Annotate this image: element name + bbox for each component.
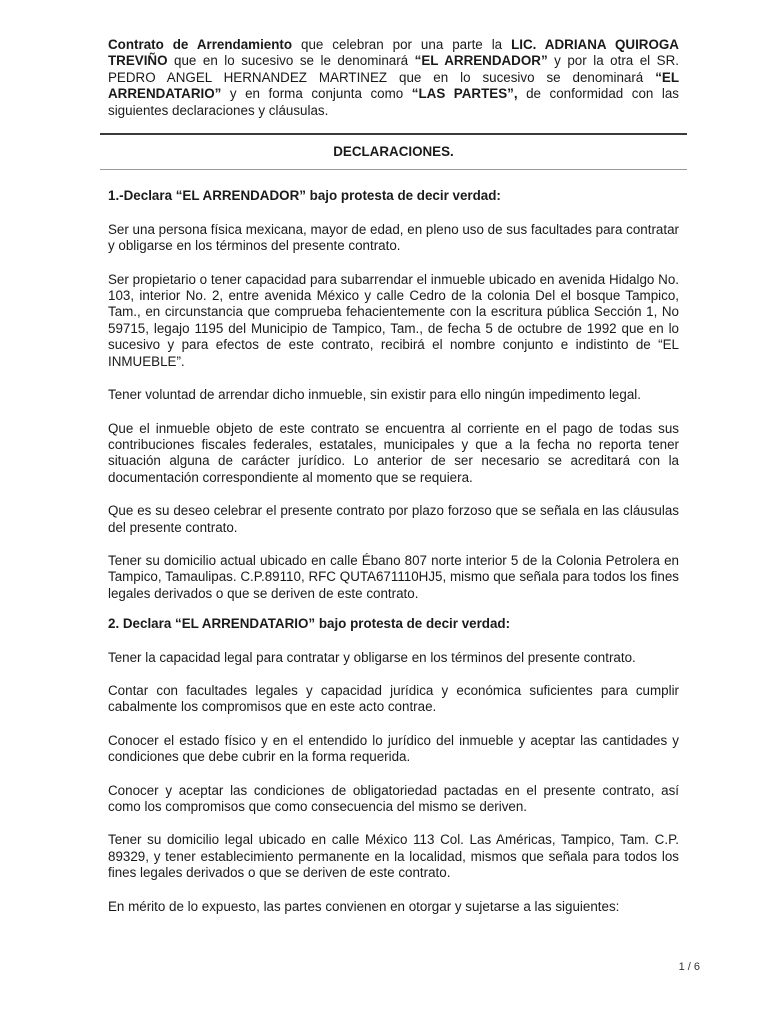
declaration-1-paragraph: Que es su deseo celebrar el presente contrato por plazo forzoso que se señala en las cláusulas del presente contrato. <box>108 503 679 535</box>
section-divider-top <box>100 133 687 135</box>
document-content <box>108 37 679 932</box>
declaration-1-paragraph: Tener voluntad de arrendar dicho inmueble, sin existir para ello ningún impedimento legal. <box>108 387 641 403</box>
lessee-term: “EL ARRENDATARIO” <box>108 69 679 102</box>
contract-title: Contrato de Arrendamiento <box>108 37 293 52</box>
section-title: DECLARACIONES. <box>333 144 454 160</box>
page-number: 1 / 6 <box>678 961 700 973</box>
intro-text-5: de conformidad con las siguientes declaraciones y cláusulas. <box>108 86 680 118</box>
intro-text-1: que celebran por una parte la <box>292 37 512 52</box>
declaration-2-paragraph: Contar con facultades legales y capacidad jurídica y económica suficientes para cumplir cabalmente los compromisos que en este acto contrae. <box>108 682 679 715</box>
declaration-1-heading: 1.-Declara “EL ARRENDADOR” bajo protesta de decir verdad: <box>108 188 501 204</box>
lessor-term: “EL ARRENDADOR” <box>414 53 548 69</box>
declaration-2-paragraph: Tener la capacidad legal para contratar y obligarse en los términos del presente contrato. <box>108 649 636 665</box>
declaration-1-paragraph: Ser propietario o tener capacidad para subarrendar el inmueble ubicado en avenida Hidalgo No. 103, interior No. 2, entre avenida México y calle Cedro de la colonia Del el bosque Tampico, Tam., en circunstancia que comprueba fehacientemente con la escritura pública Sección 1, No 59715, legajo 1195 del Municipio de Tampico, Tam., de fecha 5 de octubre de 1992 que en lo sucesivo y para efectos de este contrato, recibirá el nombre conjunto e indistinto de “EL INMUEBLE”. <box>108 271 679 369</box>
intro-paragraph <box>108 37 679 119</box>
intro-text-4: y en forma conjunta como <box>221 86 412 102</box>
intro-text-3: y por la otra el SR. PEDRO ANGEL HERNANDEZ MARTINEZ que en lo sucesivo se denominará <box>108 53 679 85</box>
parties-term: “LAS PARTES”, <box>411 86 518 102</box>
declaration-1-paragraph: Ser una persona física mexicana, mayor de edad, en pleno uso de sus facultades para contratar y obligarse en los términos del presente contrato. <box>108 221 679 254</box>
section-divider-bottom <box>100 169 687 170</box>
closing-paragraph: En mérito de lo expuesto, las partes convienen en otorgar y sujetarse a las siguientes: <box>108 898 620 914</box>
declaration-1-paragraph: Que el inmueble objeto de este contrato se encuentra al corriente en el pago de todas sus contribuciones fiscales federales, estatales, municipales y que a la fecha no reporta tener situación alguna de carácter jurídico. Lo anterior de ser necesario se acreditará con la documentación correspondiente al momento que se requiera. <box>108 420 679 485</box>
intro-text-2: que en lo sucesivo se le denominará <box>167 53 415 69</box>
declaration-2-paragraph: Conocer el estado físico y en el entendido lo jurídico del inmueble y aceptar las cantidades y condiciones que debe cubrir en la forma requerida. <box>108 732 679 765</box>
declaration-2-heading: 2. Declara “EL ARRENDATARIO” bajo protesta de decir verdad: <box>108 616 511 632</box>
declaration-2-paragraph: Conocer y aceptar las condiciones de obligatoriedad pactadas en el presente contrato, así como los compromisos que como consecuencia del mismo se deriven. <box>108 782 679 814</box>
lessor-name: LIC. ADRIANA QUIROGA TREVIÑO <box>108 37 679 69</box>
declaration-1-paragraph: Tener su domicilio actual ubicado en calle Ébano 807 norte interior 5 de la Colonia Petrolera en Tampico, Tamaulipas. C.P.89110, RFC QUTA671110HJ5, mismo que señala para todos los fines legales derivados o que se deriven de este contrato. <box>108 552 679 601</box>
declaration-2-paragraph: Tener su domicilio legal ubicado en calle México 113 Col. Las Américas, Tampico, Tam. C.P. 89329, y tener establecimiento permanente en la localidad, mismos que señala para todos los fines legales derivados o que se deriven de este contrato. <box>108 832 679 881</box>
